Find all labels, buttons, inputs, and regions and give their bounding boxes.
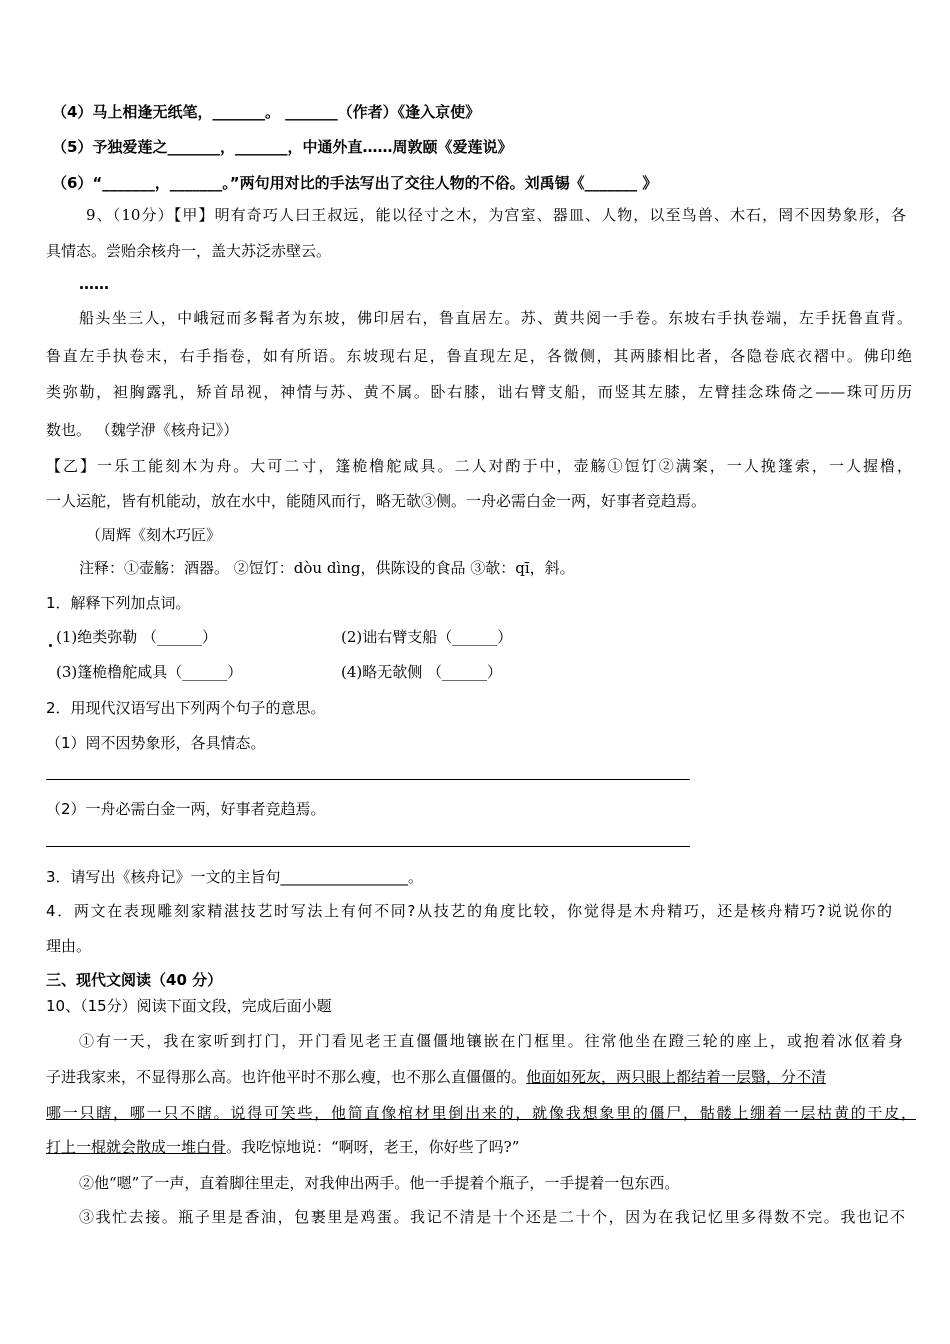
- yi-line1: 【乙】一乐工能刻木为舟。大可二寸，篷桅橹舵咸具。二人对酌于中，壶觞①饾饤②满案，一人挽篷索，一人握橹，: [46, 457, 912, 475]
- passage-p1-line2: [46, 1067, 826, 1087]
- passage-p1-line4-b: 。我吃惊地说：“啊呀，老王，你好些了吗?”: [226, 1138, 520, 1156]
- yi-source: （周辉《刻木巧匠》: [86, 526, 222, 544]
- jia-p1-line2: 具情态。尝贻余核舟一，盖大苏泛赤壁云。: [46, 242, 332, 260]
- sub1-item-2: (2)诎右臂支船（______）: [341, 628, 513, 646]
- passage-p2: ②他“嗯”了一声，直着脚往里走，对我伸出两手。他一手提着个瓶子，一手提着一包东西。: [79, 1174, 680, 1192]
- jia-p2-line2: 鲁直左手执卷末，右手指卷，如有所语。东坡现右足，鲁直现左足，各微侧，其两膝相比者，各隐卷底衣褶中。佛印绝: [46, 347, 912, 365]
- answer-line-2: [46, 846, 690, 847]
- mark-dot: [49, 644, 52, 647]
- section-heading: 三、现代文阅读（40 分）: [46, 971, 223, 989]
- sub1-item-4: (4)略无欹侧 （______）: [341, 663, 503, 681]
- ellipsis: ……: [79, 275, 109, 293]
- question-10: 10、（15分）阅读下面文段，完成后面小题: [46, 997, 332, 1015]
- jia-p2-line4: 数也。 （魏学洢《核舟记》）: [46, 421, 239, 439]
- underlined-passage-end: 打上一棍就会散成一堆白骨: [46, 1138, 227, 1156]
- fill-item-6: （6）“_______，_______。”两句用对比的手法写出了交往人物的不俗。刘禹锡《_______ 》: [52, 174, 658, 192]
- jia-p2-line3: 类弥勒，袒胸露乳，矫首昂视，神情与苏、黄不属。卧右膝，诎右臂支船，而竖其左膝，左臂挂念珠倚之——珠可历历: [46, 383, 912, 401]
- sub1-item-3: (3)篷桅橹舵咸具（______）: [56, 663, 243, 681]
- sub-question-4-line1: 4．两文在表现雕刻家精湛技艺时写法上有何不同?从技艺的角度比较，你觉得是木舟精巧，还是核舟精巧?说说你的: [46, 902, 892, 920]
- yi-line2: 一人运舵，皆有机能动，放在水中，能随风而行，略无欹③侧。一舟必需白金一两，好事者竞趋焉。: [46, 492, 707, 510]
- answer-line-1: [46, 779, 690, 780]
- fill-item-4: （4）马上相逢无纸笔，_______。 _______（作者）《逢入京使》: [52, 103, 481, 121]
- sub2-sentence-1: （1）罔不因势象形，各具情态。: [46, 734, 266, 752]
- notes: 注释：①壶觞：酒器。 ②饾饤：dòu dìng，供陈设的食品 ③欹：qī，斜。: [79, 559, 575, 577]
- passage-p1-line2-a: 子进我家来，不显得那么高。也许他平时不那么瘦，也不那么直僵僵的。: [46, 1068, 527, 1086]
- sub-question-4-line2: 理由。: [46, 937, 92, 955]
- sub1-item-1: (1)绝类弥勒 （______）: [56, 628, 218, 646]
- jia-p1-line1: 9、（10分）【甲】明有奇巧人曰王叔远，能以径寸之木，为宫室、器皿、人物，以至鸟兽、木石，罔不因势象形，各: [86, 206, 906, 224]
- fill-item-5: （5）予独爱莲之_______，_______，中通外直……周敦颐《爱莲说》: [52, 138, 513, 156]
- passage-p1-line4: [46, 1137, 519, 1157]
- sub-question-3: 3．请写出《核舟记》一文的主旨句_________________。: [46, 868, 424, 886]
- passage-p1-line3: 哪一只瞎，哪一只不瞎。说得可笑些，他简直像棺材里倒出来的，就像我想象里的僵尸，骷髅上绷着一层枯黄的干皮，: [46, 1104, 916, 1122]
- underlined-passage: 他面如死灰，两只眼上都结着一层翳，分不清: [526, 1068, 827, 1086]
- sub2-sentence-2: （2）一舟必需白金一两，好事者竞趋焉。: [46, 800, 326, 818]
- passage-p3: ③我忙去接。瓶子里是香油，包裹里是鸡蛋。我记不清是十个还是二十个，因为在我记忆里多得数不完。我也记不: [79, 1208, 905, 1226]
- sub-question-1: 1．解释下列加点词。: [46, 594, 191, 612]
- sub-question-2: 2．用现代汉语写出下列两个句子的意思。: [46, 699, 326, 717]
- jia-p2-line1: 船头坐三人，中峨冠而多髯者为东坡，佛印居右，鲁直居左。苏、黄共阅一手卷。东坡右手执卷端，左手抚鲁直背。: [79, 309, 912, 327]
- passage-p1-line1: ①有一天，我在家听到打门，开门看见老王直僵僵地镶嵌在门框里。往常他坐在蹬三轮的座上，或抱着冰伛着身: [79, 1032, 903, 1050]
